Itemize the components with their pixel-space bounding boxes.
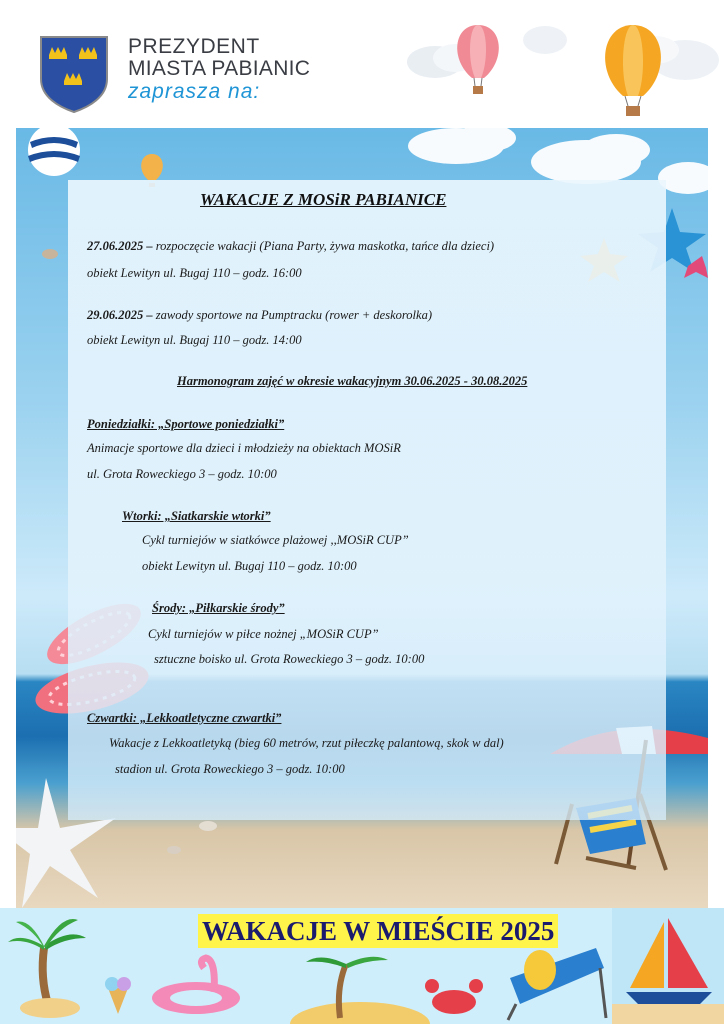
ice-cream-icon	[105, 977, 131, 1014]
event-pumptrack-date: 29.06.2025 –	[87, 308, 153, 322]
thursday-desc: Wakacje z Lekkoatletyką (bieg 60 metrów, rzut piłeczkę palantową, skok w dal)	[109, 736, 504, 750]
footer-title: WAKACJE W MIEŚCIE 2025	[198, 914, 558, 948]
header-text	[128, 36, 310, 104]
event-pumptrack-place: obiekt Lewityn ul. Bugaj 110 – godz. 14:00	[87, 333, 302, 347]
header	[0, 0, 724, 128]
header-line-invite: zaprasza na:	[128, 80, 261, 103]
crab-icon	[425, 979, 483, 1014]
monday-place: ul. Grota Roweckiego 3 – godz. 10:00	[87, 467, 277, 481]
poster-content	[16, 128, 708, 908]
wednesday-heading: Środy: „Piłkarskie środy”	[152, 601, 285, 615]
event-pumptrack	[87, 308, 432, 323]
deck-chair-icon	[508, 948, 606, 1020]
tuesday-heading: Wtorki: „Siatkarskie wtorki”	[122, 509, 271, 523]
palm-tree-icon	[8, 919, 86, 1018]
wednesday-desc: Cykl turniejów w piłce nożnej „MOSiR CUP”	[148, 627, 379, 641]
poster-title: WAKACJE Z MOSiR PABIANICE	[200, 190, 447, 209]
thursday-place: stadion ul. Grota Roweckiego 3 – godz. 10:00	[115, 762, 345, 776]
island-icon	[290, 957, 430, 1024]
tuesday-place: obiekt Lewityn ul. Bugaj 110 – godz. 10:00	[142, 559, 357, 573]
event-opening-place: obiekt Lewityn ul. Bugaj 110 – godz. 16:00	[87, 266, 302, 280]
wednesday-place: sztuczne boisko ul. Grota Roweckiego 3 – godz. 10:00	[154, 652, 425, 666]
header-line-city: MIASTA PABIANIC	[128, 57, 311, 80]
tuesday-desc: Cykl turniejów w siatkówce plażowej ,,MOSiR CUP”	[142, 533, 409, 547]
schedule-heading: Harmonogram zajęć w okresie wakacyjnym 30.06.2025 - 30.08.2025	[177, 374, 528, 388]
header-line-prezydent: PREZYDENT	[128, 35, 260, 58]
event-opening-date: 27.06.2025 –	[87, 239, 153, 253]
event-opening	[87, 239, 494, 254]
hot-air-balloons-icon	[395, 10, 724, 128]
thursday-heading: Czwartki: „Lekkoatletyczne czwartki”	[87, 711, 282, 725]
footer-banner	[0, 908, 724, 1024]
monday-heading: Poniedziałki: „Sportowe poniedziałki”	[87, 417, 285, 431]
monday-desc: Animacje sportowe dla dzieci i młodzieży na obiektach MOSiR	[87, 441, 401, 455]
event-pumptrack-desc: zawody sportowe na Pumptracku (rower + deskorolka)	[152, 308, 432, 322]
sailboat-icon	[612, 908, 724, 1024]
flamingo-float-icon	[152, 958, 240, 1014]
crest-icon	[39, 35, 109, 113]
event-opening-desc: rozpoczęcie wakacji (Piana Party, żywa maskotka, tańce dla dzieci)	[152, 239, 495, 253]
